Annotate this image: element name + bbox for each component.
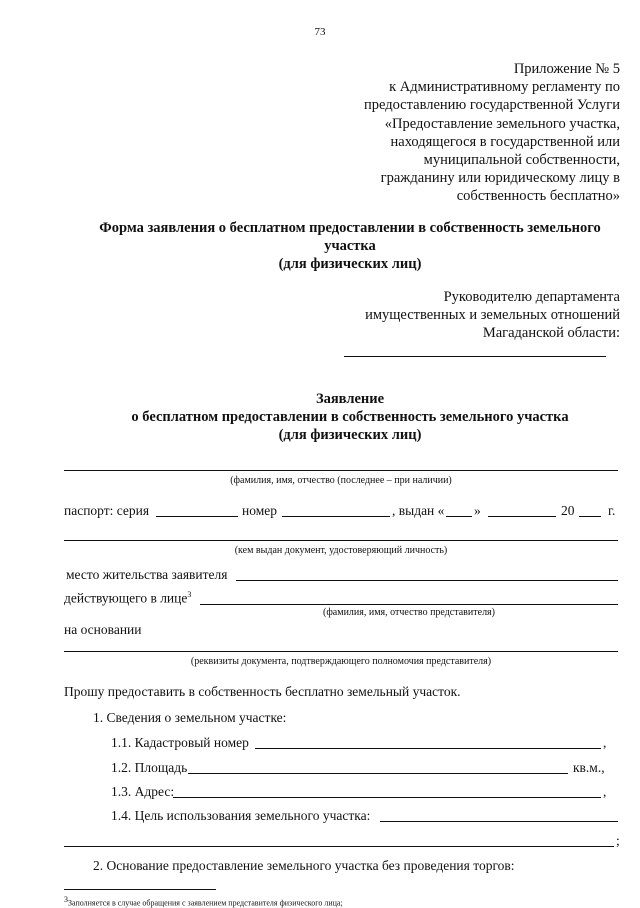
purpose-label: 1.4. Цель использования земельного участка: bbox=[111, 808, 371, 823]
appendix-line: к Административному регламенту по bbox=[389, 79, 620, 96]
passport-number-label: номер bbox=[242, 503, 278, 518]
form-title bbox=[60, 219, 640, 273]
basis-field[interactable] bbox=[64, 651, 618, 652]
residence-field[interactable] bbox=[236, 580, 618, 581]
issued-label: , выдан « bbox=[392, 503, 445, 518]
address-label: 1.3. Адрес: bbox=[111, 784, 175, 799]
area-unit: кв.м., bbox=[573, 760, 605, 775]
form-title-line: участка bbox=[324, 238, 376, 254]
issued-year-suffix: г. bbox=[608, 503, 616, 518]
representative-label bbox=[64, 590, 191, 607]
statement-line: Заявление bbox=[315, 391, 385, 407]
appendix-line: находящегося в государственной или bbox=[390, 133, 620, 150]
section-2-heading: 2. Основание предоставление земельного участка без проведения торгов: bbox=[93, 858, 515, 873]
issued-quote-close: » bbox=[474, 503, 481, 518]
recipient-block bbox=[300, 288, 620, 342]
basis-label: на основании bbox=[64, 622, 142, 637]
address-comma: , bbox=[603, 784, 607, 799]
footnote-separator bbox=[64, 889, 216, 890]
representative-label-text: действующего в лице bbox=[64, 590, 188, 606]
footnote-text: Заполняется в случае обращения с заявлением представителя физического лица; bbox=[68, 898, 343, 908]
residence-label: место жительства заявителя bbox=[66, 567, 228, 582]
footnote-number: 3 bbox=[64, 895, 68, 904]
appendix-line: собственность бесплатно» bbox=[456, 188, 620, 205]
purpose-field-continuation[interactable] bbox=[64, 846, 614, 847]
address-field[interactable] bbox=[173, 797, 601, 798]
footnote bbox=[64, 895, 343, 908]
recipient-line: Магаданской области: bbox=[482, 325, 620, 341]
form-title-line: (для физических лиц) bbox=[278, 256, 422, 272]
appendix-header bbox=[320, 60, 620, 206]
passport-series-field[interactable] bbox=[156, 516, 238, 517]
representative-field[interactable] bbox=[200, 604, 618, 605]
cadastral-number-field[interactable] bbox=[255, 748, 601, 749]
footnote-mark: 3 bbox=[187, 590, 192, 599]
recipient-line: Руководителю департамента bbox=[443, 289, 620, 305]
statement-title bbox=[60, 390, 640, 444]
issued-by-caption: (кем выдан документ, удостоверяющий личность) bbox=[234, 545, 448, 556]
purpose-field[interactable] bbox=[380, 821, 618, 822]
statement-line: (для физических лиц) bbox=[278, 427, 422, 443]
appendix-line: гражданину или юридическому лицу в bbox=[380, 170, 620, 187]
area-field[interactable] bbox=[188, 773, 568, 774]
cadastral-comma: , bbox=[603, 735, 607, 750]
issued-month-field[interactable] bbox=[488, 516, 556, 517]
appendix-line: Приложение № 5 bbox=[513, 61, 620, 77]
passport-series-label: паспорт: серия bbox=[64, 503, 150, 518]
recipient-line: имущественных и земельных отношений bbox=[365, 307, 620, 323]
request-text: Прошу предоставить в собственность бесплатно земельный участок. bbox=[64, 684, 461, 699]
applicant-name-caption: (фамилия, имя, отчество (последнее – при наличии) bbox=[230, 475, 452, 486]
representative-caption: (фамилия, имя, отчество представителя) bbox=[323, 607, 495, 618]
passport-number-field[interactable] bbox=[282, 516, 390, 517]
issued-day-field[interactable] bbox=[446, 516, 472, 517]
recipient-name-field[interactable] bbox=[344, 356, 606, 357]
issued-year-prefix: 20 bbox=[561, 503, 575, 518]
section-1-heading: 1. Сведения о земельном участке: bbox=[93, 710, 287, 725]
basis-caption: (реквизиты документа, подтверждающего полномочия представителя) bbox=[190, 656, 492, 667]
area-label: 1.2. Площадь bbox=[111, 760, 188, 775]
issued-year-field[interactable] bbox=[579, 516, 601, 517]
cadastral-label: 1.1. Кадастровый номер bbox=[111, 735, 249, 750]
form-title-line: Форма заявления о бесплатном предоставлении в собственность земельного bbox=[99, 220, 601, 236]
appendix-line: предоставлению государственной Услуги bbox=[363, 97, 620, 114]
purpose-semicolon: ; bbox=[616, 833, 620, 848]
applicant-name-field[interactable] bbox=[64, 470, 618, 471]
appendix-line: «Предоставление земельного участка, bbox=[384, 115, 620, 132]
page-number: 73 bbox=[314, 26, 326, 38]
issued-by-field[interactable] bbox=[64, 540, 618, 541]
appendix-line: муниципальной собственности, bbox=[423, 152, 620, 169]
statement-line: о бесплатном предоставлении в собственность земельного участка bbox=[131, 409, 569, 425]
